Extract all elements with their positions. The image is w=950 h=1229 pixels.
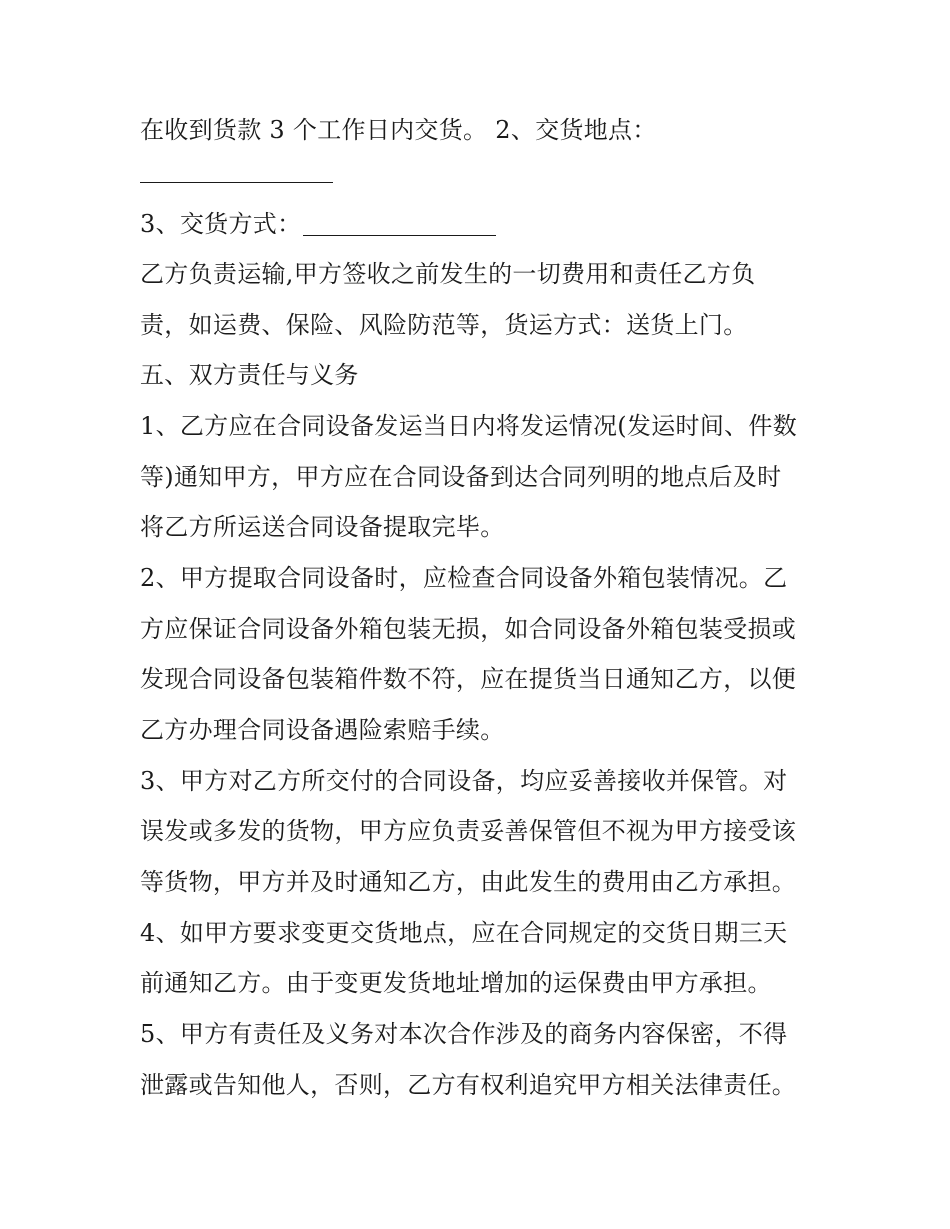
text-line-transport-2: 责，如运费、保险、风险防范等，货运方式：送货上门。 xyxy=(140,311,748,339)
text-line-delivery-time: 在收到货款 3 个工作日内交货。 2、交货地点： xyxy=(140,116,657,144)
clause-2-line-1: 2、甲方提取合同设备时，应检查合同设备外箱包装情况。乙 xyxy=(140,564,788,592)
clause-3-line-1: 3、甲方对乙方所交付的合同设备，均应妥善接收并保管。对 xyxy=(140,767,788,795)
delivery-method-label: 3、交货方式： xyxy=(140,210,302,238)
clause-5-line-2: 泄露或告知他人，否则，乙方有权利追究甲方相关法律责任。 xyxy=(140,1071,797,1099)
clause-3-line-3: 等货物，甲方并及时通知乙方，由此发生的费用由乙方承担。 xyxy=(140,868,797,896)
section-heading-responsibilities: 五、双方责任与义务 xyxy=(140,361,359,389)
text-line-transport-1: 乙方负责运输,甲方签收之前发生的一切费用和责任乙方负 xyxy=(140,260,756,288)
clause-2-line-3: 发现合同设备包装箱件数不符，应在提货当日通知乙方，以便 xyxy=(140,665,797,693)
clause-3-line-2: 误发或多发的货物，甲方应负责妥善保管但不视为甲方接受该 xyxy=(140,817,797,845)
clause-5-line-1: 5、甲方有责任及义务对本次合作涉及的商务内容保密，不得 xyxy=(140,1020,788,1048)
clause-1-line-1: 1、乙方应在合同设备发运当日内将发运情况(发运时间、件数 xyxy=(140,412,798,440)
delivery-location-blank xyxy=(140,182,333,183)
clause-2-line-4: 乙方办理合同设备遇险索赔手续。 xyxy=(140,716,505,744)
clause-2-line-2: 方应保证合同设备外箱包装无损，如合同设备外箱包装受损或 xyxy=(140,615,797,643)
delivery-method-blank xyxy=(303,235,496,236)
text-line-delivery-method xyxy=(140,208,496,240)
clause-4-line-2: 前通知乙方。由于变更发货地址增加的运保费由甲方承担。 xyxy=(140,969,772,997)
clause-4-line-1: 4、如甲方要求变更交货地点，应在合同规定的交货日期三天 xyxy=(140,919,788,947)
clause-1-line-2: 等)通知甲方，甲方应在合同设备到达合同列明的地点后及时 xyxy=(140,463,782,491)
clause-1-line-3: 将乙方所运送合同设备提取完毕。 xyxy=(140,513,505,541)
